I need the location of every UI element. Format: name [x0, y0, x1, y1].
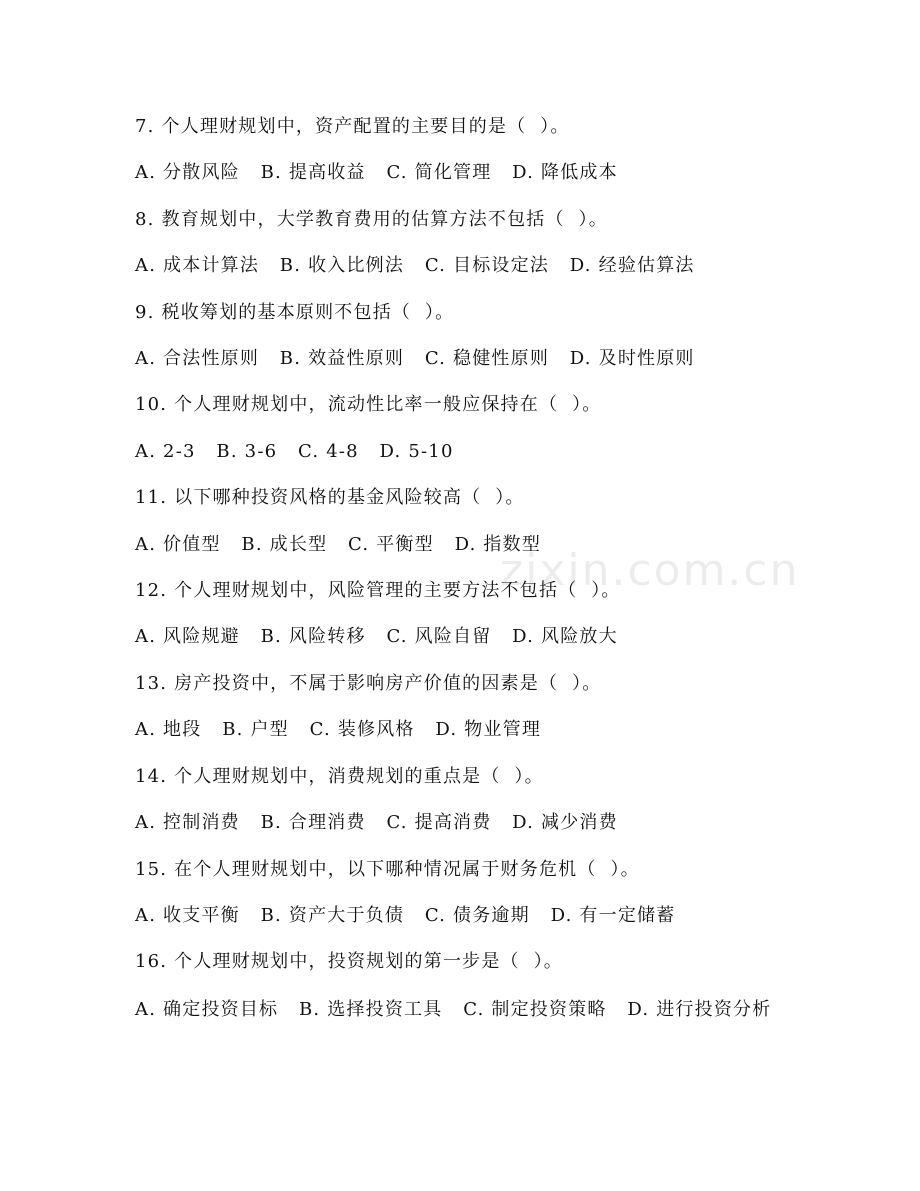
question-9: 9. 税收筹划的基本原则不包括（ ）。: [135, 301, 455, 323]
question-15: 15. 在个人理财规划中，以下哪种情况属于财务危机（ ）。: [135, 858, 640, 880]
question-11-options: A. 价值型 B. 成长型 C. 平衡型 D. 指数型: [135, 533, 542, 555]
question-15-options: A. 收支平衡 B. 资产大于负债 C. 债务逾期 D. 有一定储蓄: [135, 904, 676, 926]
watermark: zixin.com.cn: [500, 545, 800, 596]
question-12-options: A. 风险规避 B. 风险转移 C. 风险自留 D. 风险放大: [135, 626, 618, 648]
question-11: 11. 以下哪种投资风格的基金风险较高（ ）。: [135, 487, 525, 509]
question-7: 7. 个人理财规划中，资产配置的主要目的是（ ）。: [135, 116, 570, 137]
question-16-options: A. 确定投资目标 B. 选择投资工具 C. 制定投资策略 D. 进行投资分析: [135, 998, 772, 1020]
question-12: 12. 个人理财规划中，风险管理的主要方法不包括（ ）。: [135, 580, 621, 602]
question-14-options: A. 控制消费 B. 合理消费 C. 提高消费 D. 减少消费: [135, 812, 618, 834]
question-list: [135, 104, 785, 1025]
question-8-options: A. 成本计算法 B. 收入比例法 C. 目标设定法 D. 经验估算法: [135, 255, 695, 277]
question-13: 13. 房产投资中，不属于影响房产价值的因素是（ ）。: [135, 672, 602, 694]
question-14: 14. 个人理财规划中，消费规划的重点是（ ）。: [135, 765, 544, 787]
question-8: 8. 教育规划中，大学教育费用的估算方法不包括（ ）。: [135, 208, 608, 230]
question-13-options: A. 地段 B. 户型 C. 装修风格 D. 物业管理: [135, 719, 542, 741]
question-10-options: A. 2-3 B. 3-6 C. 4-8 D. 5-10: [135, 440, 454, 462]
question-16: 16. 个人理财规划中，投资规划的第一步是（ ）。: [135, 951, 563, 973]
question-7-options: A. 分散风险 B. 提高收益 C. 简化管理 D. 降低成本: [135, 162, 618, 184]
question-9-options: A. 合法性原则 B. 效益性原则 C. 稳健性原则 D. 及时性原则: [135, 348, 695, 370]
question-10: 10. 个人理财规划中，流动性比率一般应保持在（ ）。: [135, 394, 602, 416]
